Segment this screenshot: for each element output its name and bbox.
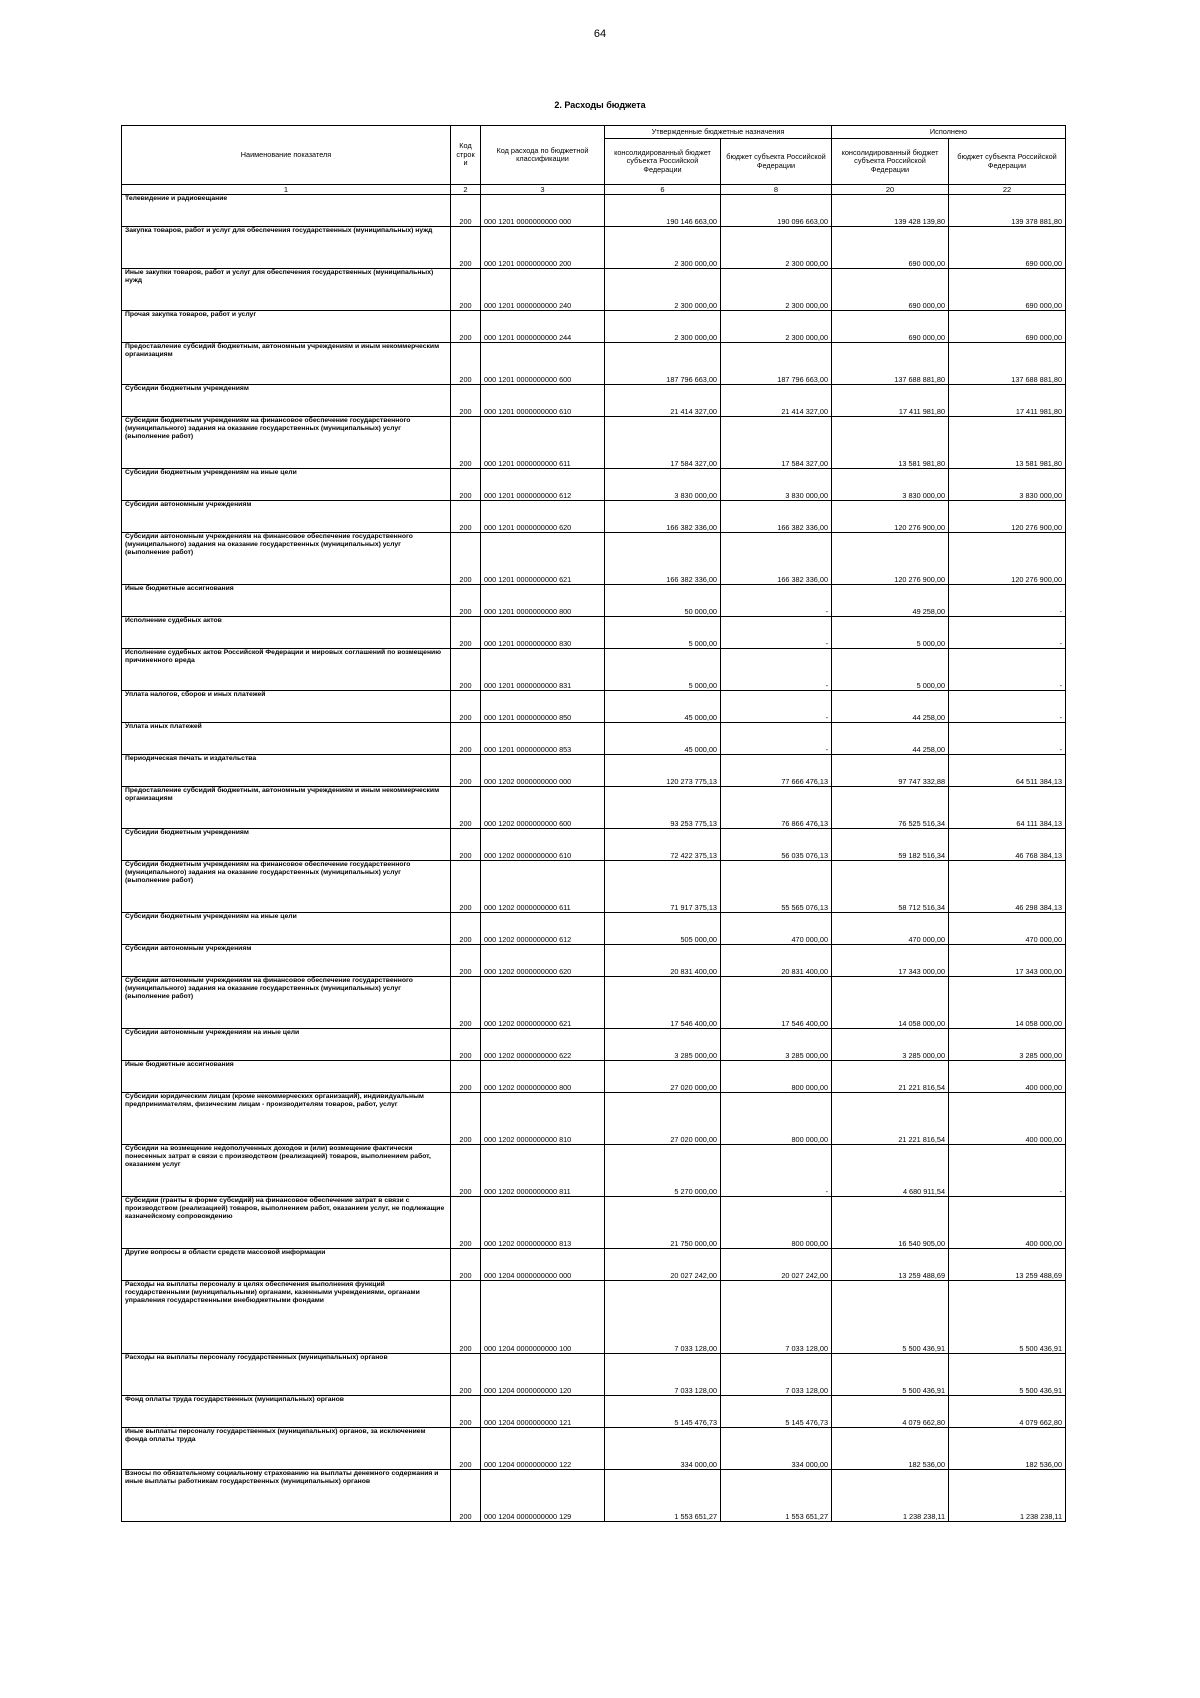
cell-cls: 000 1201 0000000000 831 [481, 649, 605, 691]
table-row [122, 1281, 1066, 1354]
cell-c20: 44 258,00 [832, 691, 949, 723]
table-row [122, 385, 1066, 417]
cell-c6: 27 020 000,00 [605, 1061, 721, 1093]
cell-name: Фонд оплаты труда государственных (муниципальных) органов [122, 1396, 451, 1428]
cell-c20: 5 500 436,91 [832, 1354, 949, 1396]
cell-c22: 690 000,00 [949, 269, 1066, 311]
cell-c6: 17 584 327,00 [605, 417, 721, 469]
cell-name: Субсидии на возмещение недополученных доходов и (или) возмещение фактически понесенных затрат в связи с производством (реализацией) товаров, выполнением работ, оказанием услуг [122, 1145, 451, 1197]
cell-c6: 5 145 476,73 [605, 1396, 721, 1428]
cell-cls: 000 1202 0000000000 620 [481, 945, 605, 977]
table-row [122, 861, 1066, 913]
cell-c6: 7 033 128,00 [605, 1281, 721, 1354]
cell-c22: 14 058 000,00 [949, 977, 1066, 1029]
cell-c20: 120 276 900,00 [832, 501, 949, 533]
cell-code: 200 [451, 945, 481, 977]
cell-c8: 800 000,00 [721, 1061, 832, 1093]
cell-cls: 000 1204 0000000000 000 [481, 1249, 605, 1281]
cell-c8: 334 000,00 [721, 1428, 832, 1470]
cell-c20: 1 238 238,11 [832, 1470, 949, 1522]
table-row [122, 1093, 1066, 1145]
cell-name: Субсидии автономным учреждениям [122, 501, 451, 533]
cell-c22: - [949, 1145, 1066, 1197]
cell-c8: 77 666 476,13 [721, 755, 832, 787]
cell-c22: 182 536,00 [949, 1428, 1066, 1470]
cell-c20: 4 079 662,80 [832, 1396, 949, 1428]
cell-c6: 2 300 000,00 [605, 227, 721, 269]
cell-c8: - [721, 1145, 832, 1197]
table-row [122, 1470, 1066, 1522]
cell-cls: 000 1204 0000000000 121 [481, 1396, 605, 1428]
table-row [122, 1354, 1066, 1396]
cell-name: Субсидии бюджетным учреждениям [122, 829, 451, 861]
cell-c6: 2 300 000,00 [605, 311, 721, 343]
cell-cls: 000 1201 0000000000 244 [481, 311, 605, 343]
cell-c8: 166 382 336,00 [721, 533, 832, 585]
cell-cls: 000 1204 0000000000 120 [481, 1354, 605, 1396]
cell-c20: 690 000,00 [832, 269, 949, 311]
header-subject-budget-exec: бюджет субъекта Российской Федерации [949, 139, 1066, 185]
cell-cls: 000 1201 0000000000 200 [481, 227, 605, 269]
table-row [122, 649, 1066, 691]
cell-code: 200 [451, 1029, 481, 1061]
cell-c22: 137 688 881,80 [949, 343, 1066, 385]
cell-cls: 000 1201 0000000000 610 [481, 385, 605, 417]
cell-c6: 5 270 000,00 [605, 1145, 721, 1197]
cell-c22: 1 238 238,11 [949, 1470, 1066, 1522]
cell-name: Предоставление субсидий бюджетным, автономным учреждениям и иным некоммерческим организациям [122, 343, 451, 385]
header-executed-group: Исполнено [832, 126, 1066, 139]
cell-c6: 190 146 663,00 [605, 195, 721, 227]
cell-cls: 000 1202 0000000000 611 [481, 861, 605, 913]
cell-code: 200 [451, 269, 481, 311]
table-row [122, 1145, 1066, 1197]
cell-c8: 800 000,00 [721, 1197, 832, 1249]
cell-cls: 000 1201 0000000000 240 [481, 269, 605, 311]
cell-c8: 20 831 400,00 [721, 945, 832, 977]
cell-c20: 49 258,00 [832, 585, 949, 617]
cell-name: Субсидии бюджетным учреждениям на иные цели [122, 469, 451, 501]
cell-c20: 470 000,00 [832, 913, 949, 945]
cell-c8: 55 565 076,13 [721, 861, 832, 913]
cell-cls: 000 1204 0000000000 122 [481, 1428, 605, 1470]
cell-c20: 76 525 516,34 [832, 787, 949, 829]
cell-c22: 400 000,00 [949, 1061, 1066, 1093]
cell-name: Предоставление субсидий бюджетным, автономным учреждениям и иным некоммерческим организациям [122, 787, 451, 829]
cell-c6: 50 000,00 [605, 585, 721, 617]
cell-c22: 64 511 384,13 [949, 755, 1066, 787]
cell-code: 200 [451, 617, 481, 649]
cell-c22: 400 000,00 [949, 1093, 1066, 1145]
cell-code: 200 [451, 1470, 481, 1522]
cell-name: Исполнение судебных актов [122, 617, 451, 649]
cell-c6: 505 000,00 [605, 913, 721, 945]
col-num-3: 3 [481, 185, 605, 195]
cell-name: Субсидии автономным учреждениям на финансовое обеспечение государственного (муниципального) задания на оказание государственных (муниципальных) услуг (выполнение работ) [122, 533, 451, 585]
table-row [122, 829, 1066, 861]
cell-c8: 187 796 663,00 [721, 343, 832, 385]
col-num-20: 20 [832, 185, 949, 195]
cell-cls: 000 1204 0000000000 100 [481, 1281, 605, 1354]
cell-c6: 5 000,00 [605, 649, 721, 691]
cell-name: Субсидии автономным учреждениям [122, 945, 451, 977]
cell-c8: 5 145 476,73 [721, 1396, 832, 1428]
cell-c6: 187 796 663,00 [605, 343, 721, 385]
cell-name: Взносы по обязательному социальному страхованию на выплаты денежного содержания и иные выплаты работникам государственных (муниципальных) органов [122, 1470, 451, 1522]
cell-cls: 000 1201 0000000000 600 [481, 343, 605, 385]
cell-code: 200 [451, 829, 481, 861]
cell-c20: 139 428 139,80 [832, 195, 949, 227]
cell-c6: 166 382 336,00 [605, 533, 721, 585]
cell-c22: 690 000,00 [949, 227, 1066, 269]
cell-code: 200 [451, 913, 481, 945]
cell-c8: 3 830 000,00 [721, 469, 832, 501]
cell-c8: 800 000,00 [721, 1093, 832, 1145]
cell-c20: 17 343 000,00 [832, 945, 949, 977]
cell-cls: 000 1202 0000000000 000 [481, 755, 605, 787]
cell-cls: 000 1202 0000000000 813 [481, 1197, 605, 1249]
cell-cls: 000 1202 0000000000 600 [481, 787, 605, 829]
header-consolidated: консолидированный бюджет субъекта Российской Федерации [605, 139, 721, 185]
cell-code: 200 [451, 227, 481, 269]
cell-name: Исполнение судебных актов Российской Федерации и мировых соглашений по возмещению причиненного вреда [122, 649, 451, 691]
cell-name: Субсидии бюджетным учреждениям на финансовое обеспечение государственного (муниципального) задания на оказание государственных (муниципальных) услуг (выполнение работ) [122, 417, 451, 469]
cell-c22: 3 285 000,00 [949, 1029, 1066, 1061]
cell-code: 200 [451, 1061, 481, 1093]
header-approved-group: Утвержденные бюджетные назначения [605, 126, 832, 139]
cell-c8: - [721, 723, 832, 755]
cell-c6: 120 273 775,13 [605, 755, 721, 787]
table-row [122, 945, 1066, 977]
cell-c22: - [949, 723, 1066, 755]
cell-c6: 71 917 375,13 [605, 861, 721, 913]
cell-c6: 5 000,00 [605, 617, 721, 649]
cell-c6: 1 553 651,27 [605, 1470, 721, 1522]
cell-code: 200 [451, 585, 481, 617]
cell-code: 200 [451, 649, 481, 691]
cell-c20: 137 688 881,80 [832, 343, 949, 385]
cell-code: 200 [451, 1396, 481, 1428]
col-num-2: 2 [451, 185, 481, 195]
cell-code: 200 [451, 977, 481, 1029]
table-row [122, 691, 1066, 723]
cell-name: Иные бюджетные ассигнования [122, 585, 451, 617]
cell-code: 200 [451, 385, 481, 417]
cell-c8: - [721, 585, 832, 617]
cell-name: Субсидии автономным учреждениям на иные цели [122, 1029, 451, 1061]
cell-c6: 7 033 128,00 [605, 1354, 721, 1396]
table-row [122, 311, 1066, 343]
table-row [122, 1428, 1066, 1470]
cell-c6: 3 830 000,00 [605, 469, 721, 501]
cell-code: 200 [451, 787, 481, 829]
cell-c20: 14 058 000,00 [832, 977, 949, 1029]
cell-code: 200 [451, 1197, 481, 1249]
cell-cls: 000 1201 0000000000 000 [481, 195, 605, 227]
cell-c22: 46 768 384,13 [949, 829, 1066, 861]
cell-c20: 17 411 981,80 [832, 385, 949, 417]
cell-name: Иные бюджетные ассигнования [122, 1061, 451, 1093]
cell-cls: 000 1201 0000000000 621 [481, 533, 605, 585]
cell-c22: 690 000,00 [949, 311, 1066, 343]
cell-cls: 000 1201 0000000000 853 [481, 723, 605, 755]
table-row [122, 533, 1066, 585]
cell-c6: 334 000,00 [605, 1428, 721, 1470]
cell-c6: 45 000,00 [605, 723, 721, 755]
cell-c20: 59 182 516,34 [832, 829, 949, 861]
cell-code: 200 [451, 1281, 481, 1354]
table-body [122, 195, 1066, 1522]
cell-name: Субсидии бюджетным учреждениям [122, 385, 451, 417]
table-row [122, 469, 1066, 501]
cell-cls: 000 1201 0000000000 850 [481, 691, 605, 723]
cell-code: 200 [451, 1249, 481, 1281]
cell-cls: 000 1202 0000000000 610 [481, 829, 605, 861]
cell-c6: 72 422 375,13 [605, 829, 721, 861]
cell-code: 200 [451, 1428, 481, 1470]
cell-c6: 21 414 327,00 [605, 385, 721, 417]
cell-c6: 2 300 000,00 [605, 269, 721, 311]
cell-c20: 58 712 516,34 [832, 861, 949, 913]
cell-code: 200 [451, 501, 481, 533]
table-row [122, 787, 1066, 829]
cell-name: Субсидии автономным учреждениям на финансовое обеспечение государственного (муниципального) задания на оказание государственных (муниципальных) услуг (выполнение работ) [122, 977, 451, 1029]
cell-c22: - [949, 691, 1066, 723]
cell-c6: 20 027 242,00 [605, 1249, 721, 1281]
cell-c8: 7 033 128,00 [721, 1281, 832, 1354]
col-num-22: 22 [949, 185, 1066, 195]
cell-c20: 690 000,00 [832, 311, 949, 343]
table-row [122, 755, 1066, 787]
table-row [122, 1197, 1066, 1249]
cell-c22: 3 830 000,00 [949, 469, 1066, 501]
cell-c20: 3 285 000,00 [832, 1029, 949, 1061]
cell-cls: 000 1202 0000000000 612 [481, 913, 605, 945]
cell-c8: 470 000,00 [721, 913, 832, 945]
table-row [122, 417, 1066, 469]
cell-c8: 56 035 076,13 [721, 829, 832, 861]
table-row [122, 501, 1066, 533]
cell-c6: 20 831 400,00 [605, 945, 721, 977]
cell-c22: - [949, 617, 1066, 649]
cell-c22: 13 259 488,69 [949, 1249, 1066, 1281]
cell-name: Закупка товаров, работ и услуг для обеспечения государственных (муниципальных) нужд [122, 227, 451, 269]
table-row [122, 343, 1066, 385]
cell-name: Субсидии (гранты в форме субсидий) на финансовое обеспечение затрат в связи с производством (реализацией) товаров, выполнением работ, оказанием услуг, не подлежащие казначейскому сопровождению [122, 1197, 451, 1249]
cell-c6: 45 000,00 [605, 691, 721, 723]
cell-c8: 166 382 336,00 [721, 501, 832, 533]
cell-c20: 182 536,00 [832, 1428, 949, 1470]
cell-c20: 5 000,00 [832, 617, 949, 649]
cell-cls: 000 1201 0000000000 620 [481, 501, 605, 533]
cell-c22: 470 000,00 [949, 913, 1066, 945]
cell-code: 200 [451, 691, 481, 723]
cell-cls: 000 1202 0000000000 622 [481, 1029, 605, 1061]
cell-code: 200 [451, 1354, 481, 1396]
cell-code: 200 [451, 417, 481, 469]
table-row [122, 1249, 1066, 1281]
cell-c8: - [721, 691, 832, 723]
cell-name: Другие вопросы в области средств массовой информации [122, 1249, 451, 1281]
cell-c22: - [949, 585, 1066, 617]
cell-code: 200 [451, 861, 481, 913]
cell-name: Субсидии бюджетным учреждениям на финансовое обеспечение государственного (муниципального) задания на оказание государственных (муниципальных) услуг (выполнение работ) [122, 861, 451, 913]
cell-c20: 44 258,00 [832, 723, 949, 755]
cell-code: 200 [451, 469, 481, 501]
cell-cls: 000 1202 0000000000 810 [481, 1093, 605, 1145]
cell-c6: 166 382 336,00 [605, 501, 721, 533]
cell-name: Субсидии бюджетным учреждениям на иные цели [122, 913, 451, 945]
cell-c22: - [949, 649, 1066, 691]
cell-code: 200 [451, 1093, 481, 1145]
cell-c22: 5 500 436,91 [949, 1354, 1066, 1396]
cell-c20: 5 500 436,91 [832, 1281, 949, 1354]
cell-c22: 46 298 384,13 [949, 861, 1066, 913]
cell-name: Телевидение и радиовещание [122, 195, 451, 227]
cell-c20: 13 581 981,80 [832, 417, 949, 469]
cell-name: Иные закупки товаров, работ и услуг для обеспечения государственных (муниципальных) нужд [122, 269, 451, 311]
cell-name: Периодическая печать и издательства [122, 755, 451, 787]
cell-cls: 000 1202 0000000000 621 [481, 977, 605, 1029]
cell-name: Уплата иных платежей [122, 723, 451, 755]
cell-c8: 190 096 663,00 [721, 195, 832, 227]
cell-c20: 16 540 905,00 [832, 1197, 949, 1249]
page-number: 64 [593, 28, 607, 40]
cell-code: 200 [451, 723, 481, 755]
cell-c8: - [721, 649, 832, 691]
cell-cls: 000 1201 0000000000 830 [481, 617, 605, 649]
cell-c8: 17 546 400,00 [721, 977, 832, 1029]
expenditure-table [121, 125, 1066, 1522]
table-row [122, 269, 1066, 311]
cell-c22: 120 276 900,00 [949, 533, 1066, 585]
cell-name: Расходы на выплаты персоналу в целях обеспечения выполнения функций государственными (муниципальными) органами, казенными учреждениями, органами управления государственными внебюджетными фондами [122, 1281, 451, 1354]
table-row [122, 617, 1066, 649]
table-row [122, 227, 1066, 269]
cell-name: Субсидии юридическим лицам (кроме некоммерческих организаций), индивидуальным предпринимателям, физическим лицам - производителям товаров, работ, услуг [122, 1093, 451, 1145]
cell-cls: 000 1202 0000000000 800 [481, 1061, 605, 1093]
cell-c6: 93 253 775,13 [605, 787, 721, 829]
cell-c22: 64 111 384,13 [949, 787, 1066, 829]
col-num-1: 1 [122, 185, 451, 195]
cell-c22: 5 500 436,91 [949, 1281, 1066, 1354]
cell-c8: 2 300 000,00 [721, 311, 832, 343]
cell-c20: 97 747 332,88 [832, 755, 949, 787]
cell-c22: 400 000,00 [949, 1197, 1066, 1249]
cell-c22: 13 581 981,80 [949, 417, 1066, 469]
table-row [122, 1396, 1066, 1428]
table-row [122, 1029, 1066, 1061]
header-subject-budget: бюджет субъекта Российской Федерации [721, 139, 832, 185]
table-row [122, 195, 1066, 227]
header-consolidated-exec: консолидированный бюджет субъекта Российской Федерации [832, 139, 949, 185]
cell-c8: 7 033 128,00 [721, 1354, 832, 1396]
cell-c22: 139 378 881,80 [949, 195, 1066, 227]
header-line-code: Код строк и [451, 126, 481, 185]
cell-cls: 000 1201 0000000000 611 [481, 417, 605, 469]
cell-code: 200 [451, 343, 481, 385]
cell-cls: 000 1201 0000000000 612 [481, 469, 605, 501]
col-num-8: 8 [721, 185, 832, 195]
cell-c20: 21 221 816,54 [832, 1093, 949, 1145]
cell-c8: 20 027 242,00 [721, 1249, 832, 1281]
cell-name: Иные выплаты персоналу государственных (муниципальных) органов, за исключением фонда оплаты труда [122, 1428, 451, 1470]
table-row [122, 1061, 1066, 1093]
cell-cls: 000 1202 0000000000 811 [481, 1145, 605, 1197]
cell-c6: 3 285 000,00 [605, 1029, 721, 1061]
cell-c8: 21 414 327,00 [721, 385, 832, 417]
table-row [122, 977, 1066, 1029]
cell-c20: 3 830 000,00 [832, 469, 949, 501]
cell-c8: 1 553 651,27 [721, 1470, 832, 1522]
cell-c8: - [721, 617, 832, 649]
cell-name: Уплата налогов, сборов и иных платежей [122, 691, 451, 723]
header-indicator: Наименование показателя [122, 126, 451, 185]
cell-c8: 17 584 327,00 [721, 417, 832, 469]
cell-cls: 000 1201 0000000000 800 [481, 585, 605, 617]
col-num-6: 6 [605, 185, 721, 195]
cell-c8: 2 300 000,00 [721, 269, 832, 311]
table-row [122, 585, 1066, 617]
cell-c8: 76 866 476,13 [721, 787, 832, 829]
cell-c22: 120 276 900,00 [949, 501, 1066, 533]
cell-c20: 5 000,00 [832, 649, 949, 691]
cell-c6: 17 546 400,00 [605, 977, 721, 1029]
cell-c22: 17 411 981,80 [949, 385, 1066, 417]
cell-code: 200 [451, 1145, 481, 1197]
cell-cls: 000 1204 0000000000 129 [481, 1470, 605, 1522]
cell-code: 200 [451, 195, 481, 227]
cell-c6: 21 750 000,00 [605, 1197, 721, 1249]
cell-c22: 4 079 662,80 [949, 1396, 1066, 1428]
cell-c8: 2 300 000,00 [721, 227, 832, 269]
cell-c22: 17 343 000,00 [949, 945, 1066, 977]
header-class-code: Код расхода по бюджетной классификации [481, 126, 605, 185]
cell-c20: 4 680 911,54 [832, 1145, 949, 1197]
cell-c6: 27 020 000,00 [605, 1093, 721, 1145]
table-row [122, 913, 1066, 945]
cell-code: 200 [451, 755, 481, 787]
cell-c8: 3 285 000,00 [721, 1029, 832, 1061]
cell-c20: 13 259 488,69 [832, 1249, 949, 1281]
cell-code: 200 [451, 311, 481, 343]
section-title: 2. Расходы бюджета [554, 100, 646, 110]
column-number-row [122, 185, 1066, 195]
cell-c20: 120 276 900,00 [832, 533, 949, 585]
cell-c20: 690 000,00 [832, 227, 949, 269]
cell-name: Прочая закупка товаров, работ и услуг [122, 311, 451, 343]
table-row [122, 723, 1066, 755]
cell-name: Расходы на выплаты персоналу государственных (муниципальных) органов [122, 1354, 451, 1396]
cell-c20: 21 221 816,54 [832, 1061, 949, 1093]
cell-code: 200 [451, 533, 481, 585]
